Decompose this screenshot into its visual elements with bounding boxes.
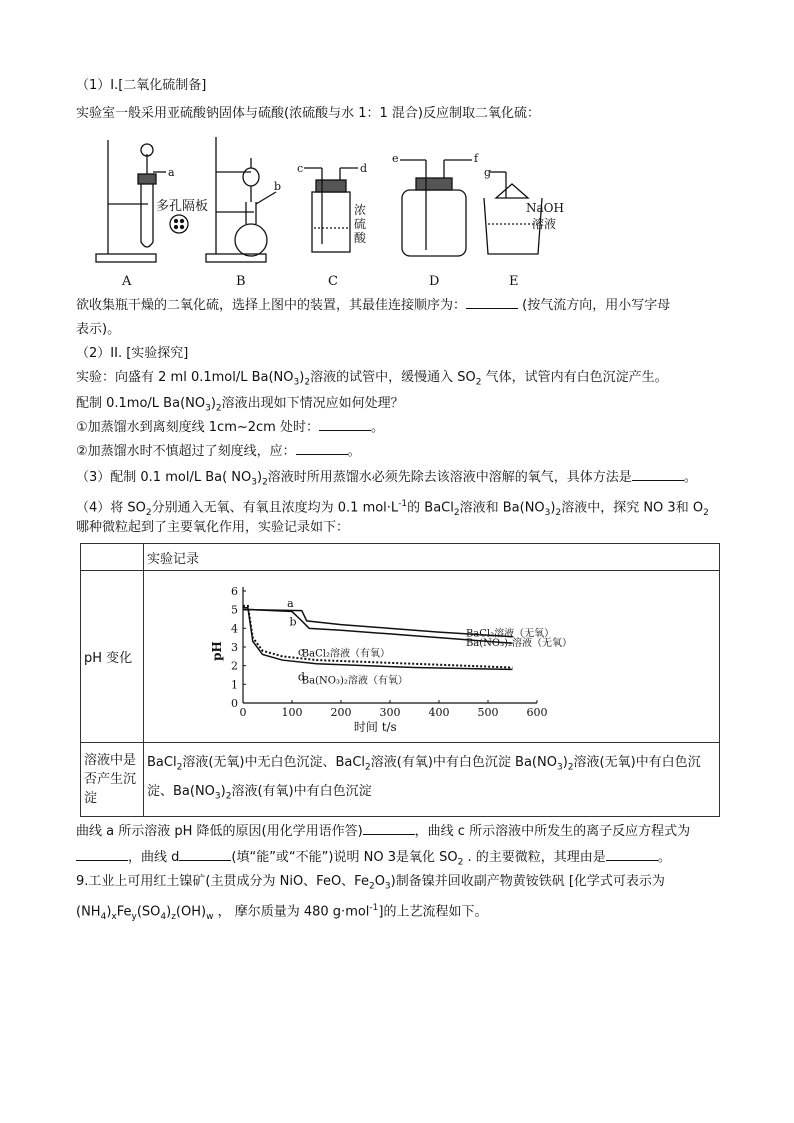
naoh-solution-label: 溶液 (532, 217, 557, 231)
after-line-2: ，曲线 d (填“能”或“不能”)说明 NO 3是氧化 $SO_2$ . 的主要微粒，其理由是 。 (76, 848, 671, 873)
curve-label-c: c (297, 644, 305, 658)
q1-heading: （1）I.[二氧化硫制备] (76, 78, 207, 93)
q9-line-1: 9.工业上可用红土镍矿(主贯成分为 NiO、FeO、$Fe_2O_3$)制备镍并回收副产物黄铵铁矾 [化学式可表示为 (76, 874, 665, 892)
y-axis-label: pH (210, 640, 224, 661)
x-axis-label: 时间 t/s (353, 719, 397, 734)
label-D: D (429, 274, 440, 289)
conc-label-3: 酸 (354, 231, 367, 245)
answer-blank[interactable] (319, 418, 371, 431)
q4-text-cont: 哪种微粒起到了主要氧化作用，实验记录如下： (76, 520, 350, 535)
answer-blank[interactable] (76, 848, 128, 861)
label-C: C (328, 274, 338, 289)
y-tick-label: 4 (231, 621, 238, 635)
curve-label-d: d (297, 670, 305, 684)
series-name-label: BaCl₂溶液（有氧） (301, 647, 390, 659)
port-g: g (484, 166, 492, 179)
curve-label-a: a (287, 596, 294, 610)
q1-question-cont: 表示)。 (76, 322, 121, 337)
port-b: b (274, 180, 282, 193)
ph-chart (147, 575, 617, 735)
q9-line-2: $(NH_4)_xFe_y(SO_4)_z(OH)_w$ ， 摩尔质量为 480 g·mol$^{-1}$]的上艺流程如下。 (76, 903, 488, 922)
q2-heading: （2）II. [实验探究] (76, 346, 189, 361)
series-name-label: Ba(NO₃)₂溶液（无氧） (465, 637, 573, 649)
after-line-1: 曲线 a 所示溶液 pH 降低的原因(用化学用语作答) ，曲线 c 所示溶液中所发生的离子反应方程式为 (76, 824, 691, 839)
x-tick-label: 400 (428, 705, 450, 719)
q2-item2: ②加蒸馏水时不慎超过了刻度线，应： 。 (76, 444, 361, 459)
y-tick-label: 1 (231, 677, 238, 691)
chart-cell (144, 571, 720, 743)
answer-blank[interactable] (179, 848, 231, 861)
x-tick-label: 100 (281, 705, 303, 719)
conc-label-2: 硫 (354, 217, 367, 231)
porous-plate-label: 多孔隔板 (156, 199, 209, 214)
q1-question: 欲收集瓶干燥的二氧化硫，选择上图中的装置，其最佳连接顺序为： (按气流方向，用小写字母 (76, 298, 671, 313)
answer-blank[interactable] (606, 848, 658, 861)
row-label-precipitate: 溶液中是 否产生沉 淀 (81, 743, 144, 817)
q3-text: （3）配制 0.1 mol/L Ba( $NO_3)_2$溶液时所用蒸馏水必须先除去该溶液中溶解的氧气，具体方法是 。 (76, 470, 697, 488)
q2-item1: ①加蒸馏水到离刻度线 1cm~2cm 处时： 。 (76, 420, 384, 435)
precipitate-result: BaCl$_2$溶液(无氧)中无白色沉淀、BaCl$_2$溶液(有氧)中有白色沉淀 $Ba(NO_3)_2$溶液(无氧)中有白色沉 淀、$Ba(NO_3)_2$溶液(有氧)中有白色沉淀 (144, 743, 720, 817)
experiment-record-table (80, 543, 720, 817)
y-tick-label: 5 (231, 603, 238, 617)
row-label-ph: pH 变化 (81, 571, 144, 743)
apparatus-figure (86, 132, 586, 290)
naoh-label: NaOH (526, 201, 564, 215)
series-name-label: Ba(NO₃)₂溶液（有氧） (301, 674, 408, 686)
table-corner (81, 544, 144, 571)
y-tick-label: 2 (231, 659, 238, 673)
q4-text: （4）将 $SO_2$分别通入无氧、有氧且浓度均为 0.1 $mol\cdot L^{-1}$的 BaCl$_2$溶液和 $Ba(NO_3)_2$溶液中，探究 NO 3和 $O_2$ (76, 499, 709, 518)
x-tick-label: 600 (526, 705, 548, 719)
y-tick-label: 6 (231, 584, 238, 598)
q1-intro: 实验室一般采用亚硫酸钠固体与硫酸(浓硫酸与水 1：1 混合)反应制取二氧化硫： (76, 106, 540, 121)
port-e: e (392, 152, 399, 165)
answer-blank[interactable] (466, 296, 518, 309)
q2-experiment: 实验：向盛有 2 ml 0.1mol/L $Ba(NO_3)_2$溶液的试管中，缓慢通入 $SO_2$ 气体，试管内有白色沉淀产生。 (76, 370, 668, 388)
q2-prep: 配制 0.1mo/L $Ba(NO_3)_2$溶液出现如下情况应如何处理？ (76, 396, 404, 414)
label-E: E (509, 274, 519, 289)
x-tick-label: 200 (330, 705, 352, 719)
x-tick-label: 500 (477, 705, 499, 719)
port-d: d (360, 162, 368, 175)
y-tick-label: 0 (231, 696, 238, 710)
conc-label-1: 浓 (354, 203, 367, 217)
series-name-label: BaCl₂溶液（无氧） (465, 628, 555, 640)
label-A: A (122, 274, 132, 289)
answer-blank[interactable] (363, 822, 415, 835)
answer-blank[interactable] (632, 468, 684, 481)
port-c: c (297, 162, 304, 175)
port-f: f (474, 152, 479, 165)
curve-label-b: b (289, 615, 297, 629)
x-tick-label: 0 (239, 705, 247, 719)
table-header: 实验记录 (144, 544, 720, 571)
port-a: a (168, 166, 175, 179)
answer-blank[interactable] (296, 442, 348, 455)
label-B: B (236, 274, 246, 289)
y-tick-label: 3 (231, 640, 238, 654)
x-tick-label: 300 (379, 705, 401, 719)
